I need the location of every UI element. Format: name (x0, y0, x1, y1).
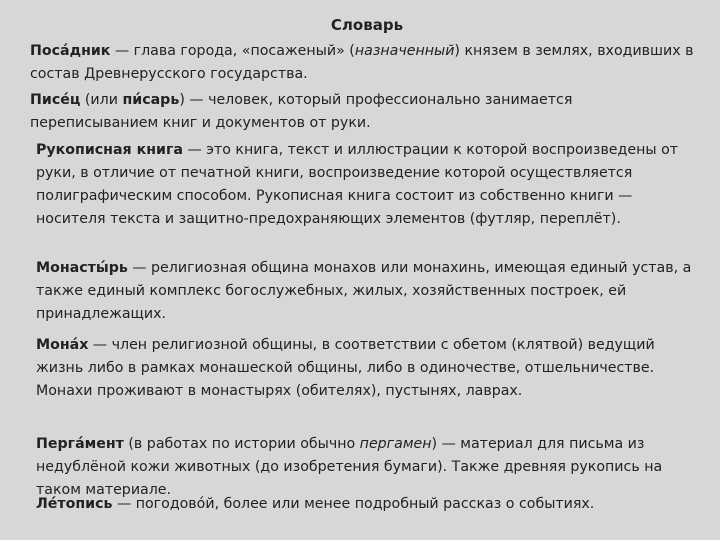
entry-italic-gloss: назначенный (354, 43, 455, 59)
entry-text (36, 334, 696, 403)
entry-text (30, 40, 700, 86)
entry-term-alt: пи́сарь (122, 92, 180, 108)
entry-definition: — это книга, текст и иллюстрации к которой воспроизведены от руки, в отличие от печатной книги, воспроизведение которой осуществляется полиграфическим способом. Рукописная книга состоит из собственно книги — носителя текста и защитно-предохраняющих элементов (футляр, переплёт). (36, 142, 679, 227)
entry-term-note-close: ) (179, 92, 185, 108)
entry-rukopisnaya-kniga (36, 139, 696, 231)
entry-term: Рукописная книга (36, 142, 183, 158)
entry-term: Писе́ц (30, 92, 81, 108)
entry-text (36, 493, 696, 516)
entry-pisets (30, 89, 700, 135)
entry-term: Перга́мент (36, 436, 124, 452)
entry-monastyr (36, 257, 696, 326)
entry-definition: — человек, который профессионально занимается переписыванием книг и документов от руки. (30, 92, 573, 131)
entry-italic-gloss: пергамен (359, 436, 432, 452)
entry-definition-cont: ) князем в землях, входивших в состав Древнерусского государства. (30, 43, 694, 82)
entry-pergament (36, 433, 696, 502)
page-title: Словарь (330, 16, 404, 34)
entry-text (30, 89, 700, 135)
entry-posadnik (30, 40, 700, 86)
entry-definition: (в работах по истории обычно (123, 436, 360, 452)
entry-text (36, 433, 696, 502)
entry-monakh (36, 334, 696, 403)
entry-term: Монасты́рь (36, 260, 128, 276)
entry-term: Ле́топись (36, 496, 113, 512)
entry-definition-cont: ) — материал для письма из недублёной кожи животных (до изобретения бумаги). Также древняя рукопись на таком материале. (36, 436, 663, 498)
entry-term: Поса́дник (30, 43, 111, 59)
entry-text (36, 139, 696, 231)
entry-text (36, 257, 696, 326)
entry-definition: — погодово́й, более или менее подробный рассказ о событиях. (112, 496, 595, 512)
entry-term-note: (или (80, 92, 123, 108)
entry-definition: — глава города, «посаженый» ( (110, 43, 355, 59)
entry-definition: — член религиозной общины, в соответствии с обетом (клятвой) ведущий жизнь либо в рамках монашеской общины, либо в одиночестве, отшельничестве. Монахи проживают в монастырях (обителях), пустынях, лаврах. (36, 337, 655, 399)
entry-term: Мона́х (36, 337, 89, 353)
entry-definition: — религиозная община монахов или монахинь, имеющая единый устав, а также единый комплекс богослужебных, жилых, хозяйственных построек, ей принадлежащих. (36, 260, 692, 322)
entry-letopis (36, 493, 696, 516)
